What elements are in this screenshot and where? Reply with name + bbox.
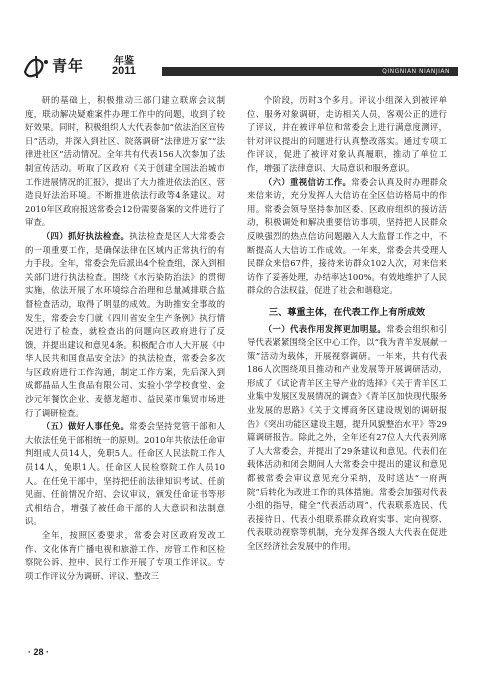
paragraph	[25, 420, 225, 529]
subheading: （一）代表作用发挥更加明显。	[263, 323, 387, 334]
paragraph: 个阶段，历时3个多月。评议小组深入到被评单位、服务对象调研，走访相关人员，客观公正的进行了评议，并在被评单位和常委会上进行满意度测评，针对评议提出的问题进行认真整改落实。通过专项工作评议，促进了被评对象认真履职，推动了单位工作，增强了法律意识、大局意识和服务意识。	[247, 95, 447, 173]
yearbook-label: 年鉴	[114, 56, 134, 67]
left-column	[25, 94, 225, 583]
paragraph: 全年，按照区委要求，常委会对区政府发改工作、文化体育广播电视和旅游工作、房管工作和区检察院公诉、控申、民行工作开展了专项工作评议。专项工作评议分为调研、评议、整改三	[25, 530, 225, 581]
section-title: 三、尊重主体，在代表工作上有所成效	[268, 306, 426, 318]
paragraph	[25, 230, 225, 420]
subheading: （五）做好人事任免。	[41, 421, 130, 432]
page-header	[22, 52, 458, 82]
page-number: · 28 ·	[28, 647, 50, 657]
header-bar	[162, 67, 458, 76]
year-label: 2011	[112, 65, 136, 77]
paragraph	[247, 176, 447, 298]
right-column	[247, 94, 447, 554]
paragraph: 研的基础上，积极推动三部门建立联席会议制度，联动解决疑难案件办理工作中的问题，收到了较好效果。同时，积极组织人大代表参加“依法治区宣传日”活动，并深入到社区、院落调研“法律进万家”“法律进社区”活动情况。全年共有代表156人次参加了法制宣传活动。听取了区政府《关于创建全国法治城市工作进展情况的汇报》，提出了大力推进依法治区、营造良好法治环境。不断推进依法行政等4条建议。对2010年区政府报送常委会12份需要备案的文件进行了审查。	[25, 95, 225, 228]
subheading: （六）重视信访工作。	[263, 176, 352, 187]
paragraph-text: 常委会认真及时办理群众来信来访，充分发挥人大信访在全区信访格局中的作用。常委会领导坚持参加区委、区政府组织的接访活动，积极调处和解决重要信访事项，坚持把人民群众反映强烈的热点信访问题融入人大监督工作之中，不断提高人大信访工作成效。一年来，常委会共受理人民群众来信67件，接待来访群众102人次，对来信来访作了妥善处理，办结率达100%。有效地维护了人民群众的合法权益，促进了社会和谐稳定。	[247, 176, 448, 296]
paragraph-text: 常委会组织和引导代表紧紧围绕全区中心工作，以“我为青羊发展献一策”活动为载体，开展视察调研。一年来，共有代表186人次围绕项目推动和产业发展等开展调研活动，形成了《试论青羊区主导产业的选择》《关于青羊区工业集中发展区发展情况的调查》《青羊区加快现代服务业发展的思路》《关于文博商务区建设规划的调研报告》《突出功能区建设主题，提升风貌整治水平》等29篇调研报告。除此之外，全年还有27位人大代表列席了人大常委会，并提出了29条建议和意见。代表们在载体活动和闭会期间人大常委会中提出的建议和意见都被常委会审议意见充分采纳，及时送达“一府两院”后转化为改进工作的具体措施。常委会加强对代表小组的指导，健全“代表活动周”、代表联系选民、代表接待日、代表小组联系群众政府实事、定向视察、代表联动视察等机制，充分发挥各级人大代表在促进全区经济社会发展中的作用。	[247, 323, 448, 551]
subheading: （四）抓好执法检查。	[41, 230, 130, 241]
paragraph	[247, 323, 447, 554]
calligraphy-logo-icon	[22, 54, 56, 80]
paragraph-text: 执法检查是区人大常委会的一项重要工作，是确保法律在区域内正常执行的有力手段。全年，常委会先后派出4个检查组，深入到相关部门进行执法检查。围绕《水污染防治法》的贯彻实施，依法开展了水环境综合治理和总量减排联合监督检查活动，取得了明显的成效。为助推安全事故的发生，常委会专门就《四川省安全生产条例》执行情况进行了检查，就检查出的问题向区政府进行了反馈，并提出建议和意见4条。积极配合市人大开展《中华人民共和国食品安全法》的执法检查，常委会多次与区政府进行工作沟通，制定工作方案，先后深入到成都晶品人生食品有限公司、实验小学学校食堂、金沙元年餐饮企业、麦德龙超市、益民菜市集贸市场进行了调研检查。	[25, 230, 226, 418]
brand-title: 青年	[52, 57, 85, 75]
paragraph-text: 常委会坚持党管干部和人大依法任免干部相统一的原则。2010年共依法任命审判组成人员14人，免职5人。任命区人民法院工作人员14人，免职1人。任命区人民检察院工作人员10人。在任免干部中，坚持把任前法律知识考试、任前见面、任前情况介绍、会议审议，颁发任命证书等形式相结合，增强了被任命干部的人大意识和法制意识。	[25, 421, 226, 527]
header-bar-text: QINGNIAN NIANJIAN	[382, 68, 450, 75]
